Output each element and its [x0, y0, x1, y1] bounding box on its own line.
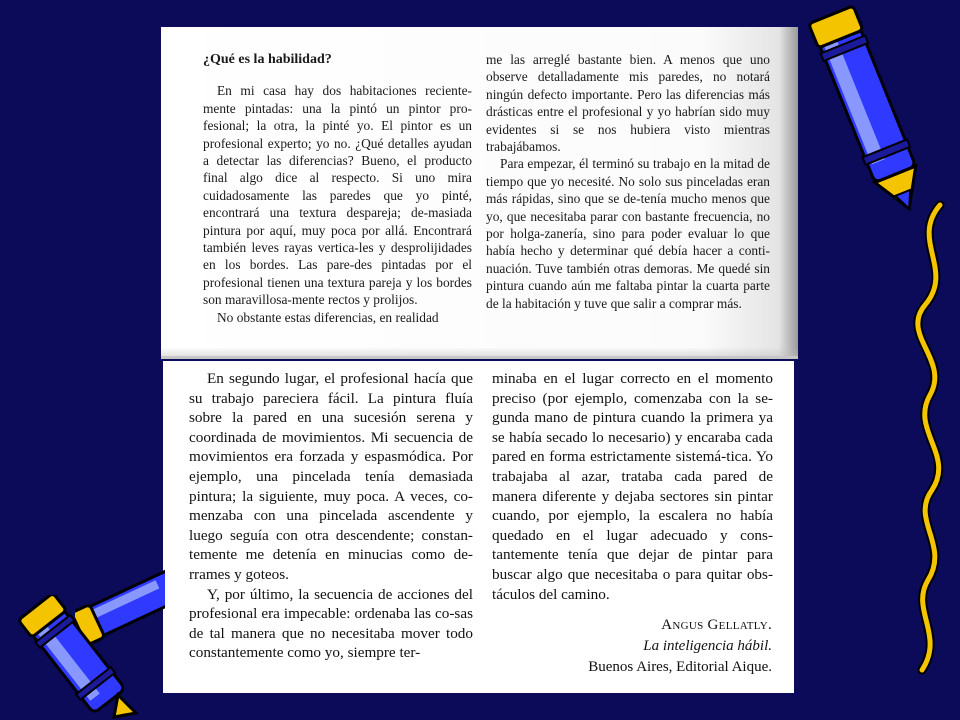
squiggle-line [900, 200, 960, 680]
text-column-left [189, 369, 473, 663]
paragraph: No obstante estas diferencias, en realidad [217, 309, 439, 325]
attribution-publisher: Buenos Aires, Editorial Aique. [588, 659, 772, 675]
page-fold-shadow [161, 347, 798, 359]
crayon-icon [808, 2, 943, 227]
paragraph: Y, por último, la secuencia de acciones del profesional era impecable: ordenaba las co-sas de tal manera que no necesitaba mover todo constantemente como yo, siempre ter- [189, 585, 473, 662]
section-heading: ¿Qué es la habilidad? [203, 52, 332, 67]
paragraph: me las arreglé bastante bien. A menos que uno observe detalladamente mis paredes, no notará ningún defecto importante. Pero las diferencias más drásticas entre el profesional y yo habrían sido muy evidentes si se nos hubiera visto mientras trabajábamos. [486, 52, 770, 155]
text-column-left [203, 51, 472, 326]
crayon-icon [10, 595, 140, 720]
scanned-page-bottom [163, 361, 794, 693]
paragraph: minaba en el lugar correcto en el momento preciso (por ejemplo, comenzaba con la se-gunda mano de pintura cuando la primera ya se había secado lo necesario) y encaraba cada pared en forma estrictamente sistemá-tica. Yo trabajaba al azar, trataba cada pared de manera diferente y dejaba sectores sin pintar cuando, por ejemplo, la escalera no había quedado en el lugar adecuado y cons-tantemente tenía que dejar de pintar para buscar algo que necesitaba o para quitar obs-táculos del camino. [492, 370, 773, 603]
paragraph: En segundo lugar, el profesional hacía que su trabajo pareciera fácil. La pintura fluía sobre la pared en una sucesión serena y coordinada de movimientos. Mi secuencia de movimientos era forzada y espasmódica. Por ejemplo, una pincelada tenía demasiada pintura; la siguiente, muy poca. A veces, co-menzaba con una pincelada ascendente y luego seguía con otra descendente; constan-temente me detenía en minucias como de-rrames y goteos. [189, 370, 473, 583]
scanned-page-top [161, 27, 798, 359]
attribution-title: La inteligencia hábil. [643, 638, 772, 654]
attribution-author: Angus Gellatly. [661, 617, 772, 633]
paragraph: En mi casa hay dos habitaciones reciente-mente pintadas: una la pintó un pintor pro-fesional; la otra, la pinté yo. El pintor es un profesional experto; yo no. ¿Qué detalles ayudan a detectar las diferencias? Bueno, el producto final algo dice al respecto. Si uno mira cuidadosamente las paredes que yo pinté, encontrará una textura despareja; de-masiada pintura por aquí, muy poca por allá. Encontrará también leves rayas vertica-les y desprolijidades en los bordes. Las pare-des pintadas por el profesional tienen una textura pareja y los bordes son maravillosa-mente rectos y prolijos. [203, 83, 472, 308]
source-attribution [588, 615, 772, 678]
text-column-right [492, 369, 773, 604]
paragraph: Para empezar, él terminó su trabajo en la mitad de tiempo que yo necesité. No solo sus pinceladas eran más rápidas, sino que se de-tenía mucho menos que yo, que necesitaba parar con bastante frecuencia, no por holga-zanería, sino para poder evaluar lo que había hecho y determinar qué debía hacer a conti-nuación. Tuve también otras demoras. Me quedé sin pintura cuando aún me faltaba pintar la cuarta parte de la habitación y tuve que salir a comprar más. [486, 156, 770, 311]
text-column-right [486, 51, 770, 312]
